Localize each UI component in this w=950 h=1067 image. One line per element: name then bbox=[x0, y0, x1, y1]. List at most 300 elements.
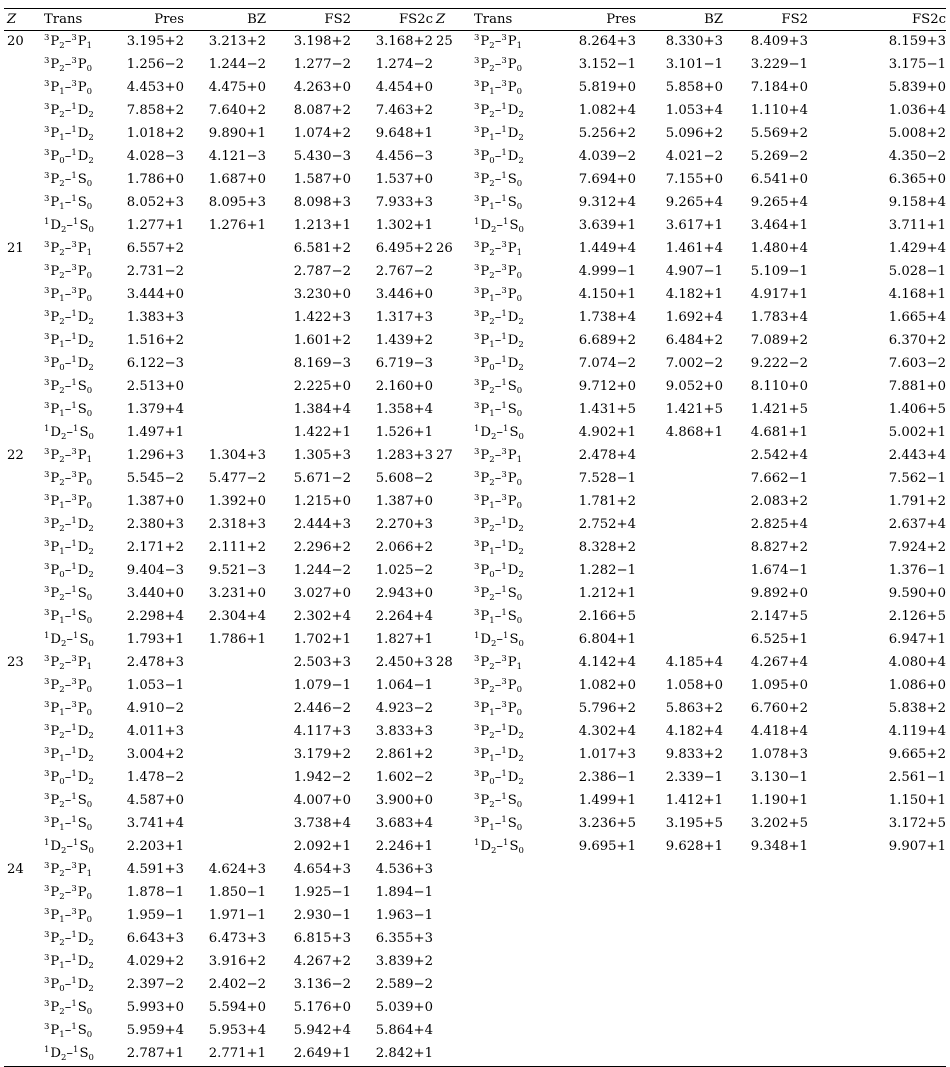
pres-cell-right: 2.478+4 bbox=[578, 448, 636, 463]
fs2-cell-right: 5.569+2 bbox=[750, 126, 808, 141]
bz-cell-right: 4.185+4 bbox=[665, 655, 723, 670]
pres-cell-right: 3.152−1 bbox=[578, 57, 636, 72]
z-cell-left bbox=[4, 790, 44, 813]
table-row bbox=[4, 767, 946, 790]
z-cell-left bbox=[4, 928, 44, 951]
fs2-cell-right bbox=[723, 1020, 808, 1043]
z-cell-right bbox=[433, 468, 474, 491]
trans-cell-right bbox=[474, 859, 542, 882]
trans-cell-right: $^3P_2-^3P_0$ bbox=[474, 470, 523, 488]
trans-cell-right: $^3P_2-^3P_1$ bbox=[474, 447, 523, 465]
z-cell-left bbox=[4, 767, 44, 790]
fs2-cell-left: 1.422+1 bbox=[293, 425, 351, 440]
pres-cell-left: 4.011+3 bbox=[126, 724, 184, 739]
bz-cell-right bbox=[636, 583, 723, 606]
table-row bbox=[4, 1043, 946, 1067]
bz-cell-left: 9.890+1 bbox=[208, 126, 266, 141]
fs2c-cell-left: 4.454+0 bbox=[375, 80, 433, 95]
bz-cell-left bbox=[184, 767, 266, 790]
fs2c-cell-right: 5.839+0 bbox=[888, 80, 946, 95]
fs2c-cell-right: 1.086+0 bbox=[888, 678, 946, 693]
pres-cell-right: 2.386−1 bbox=[578, 770, 636, 785]
trans-cell-left: $^3P_2-^1S_0$ bbox=[44, 999, 93, 1017]
fs2-cell-right: 1.421+5 bbox=[750, 402, 808, 417]
bz-cell-right: 1.058+0 bbox=[665, 678, 723, 693]
fs2-cell-left: 1.213+1 bbox=[293, 218, 351, 233]
fs2c-cell-right: 2.126+5 bbox=[888, 609, 946, 624]
fs2-cell-left: 5.430−3 bbox=[293, 149, 351, 164]
fs2c-cell-right bbox=[808, 882, 946, 905]
fs2c-cell-left: 2.066+2 bbox=[375, 540, 433, 555]
fs2c-cell-left: 3.900+0 bbox=[375, 793, 433, 808]
pres-cell-left: 2.171+2 bbox=[126, 540, 184, 555]
fs2-cell-left: 1.925−1 bbox=[293, 885, 351, 900]
fs2c-cell-left: 7.463+2 bbox=[375, 103, 433, 118]
bz-cell-left bbox=[184, 238, 266, 261]
table-row bbox=[4, 169, 946, 192]
z-cell-right bbox=[433, 951, 474, 974]
fs2-cell-right: 3.202+5 bbox=[750, 816, 808, 831]
fs2c-cell-right: 1.036+4 bbox=[888, 103, 946, 118]
trans-cell-right bbox=[474, 905, 542, 928]
table-row bbox=[4, 721, 946, 744]
z-cell-left bbox=[4, 721, 44, 744]
fs2c-cell-left: 4.456−3 bbox=[375, 149, 433, 164]
fs2c-cell-left: 1.526+1 bbox=[375, 425, 433, 440]
fs2-cell-right: 2.147+5 bbox=[750, 609, 808, 624]
fs2-cell-right: 9.348+1 bbox=[750, 839, 808, 854]
trans-cell-left: $^3P_1-^1D_2$ bbox=[44, 953, 94, 971]
bz-cell-left: 1.687+0 bbox=[208, 172, 266, 187]
z-cell-left bbox=[4, 629, 44, 652]
bz-cell-left: 4.624+3 bbox=[208, 862, 266, 877]
trans-cell-left: $^3P_0-^1D_2$ bbox=[44, 769, 94, 787]
pres-cell-right: 4.142+4 bbox=[578, 655, 636, 670]
pres-cell-right: 8.328+2 bbox=[578, 540, 636, 555]
fs2c-cell-right bbox=[808, 928, 946, 951]
pres-cell-right: 7.074−2 bbox=[578, 356, 636, 371]
pres-cell-left: 5.959+4 bbox=[126, 1023, 184, 1038]
trans-cell-left: $^3P_1-^3P_0$ bbox=[44, 907, 93, 925]
fs2c-cell-left: 7.933+3 bbox=[375, 195, 433, 210]
pres-cell-right bbox=[542, 997, 636, 1020]
fs2-cell-left: 8.169−3 bbox=[293, 356, 351, 371]
z-cell-right bbox=[433, 1020, 474, 1043]
z-cell-right bbox=[433, 261, 474, 284]
z-cell-right bbox=[433, 77, 474, 100]
fs2c-cell-right: 6.365+0 bbox=[888, 172, 946, 187]
z-cell-left bbox=[4, 215, 44, 238]
fs2-cell-left: 8.087+2 bbox=[293, 103, 351, 118]
z-cell-right: 26 bbox=[436, 241, 453, 256]
header-z-left: Z bbox=[7, 12, 17, 27]
pres-cell-left: 1.256−2 bbox=[126, 57, 184, 72]
header-row bbox=[4, 9, 946, 31]
pres-cell-left: 4.910−2 bbox=[126, 701, 184, 716]
trans-cell-left: $^3P_1-^1S_0$ bbox=[44, 815, 93, 833]
trans-cell-right bbox=[474, 928, 542, 951]
pres-cell-left: 1.786+0 bbox=[126, 172, 184, 187]
bz-cell-right bbox=[636, 1043, 723, 1067]
fs2c-cell-right: 7.603−2 bbox=[888, 356, 946, 371]
header-fs2c-right: FS2c bbox=[912, 12, 946, 27]
fs2c-cell-left: 4.923−2 bbox=[375, 701, 433, 716]
fs2c-cell-right: 1.406+5 bbox=[888, 402, 946, 417]
fs2c-cell-left: 1.602−2 bbox=[375, 770, 433, 785]
bz-cell-right: 4.182+1 bbox=[665, 287, 723, 302]
z-cell-left bbox=[4, 123, 44, 146]
trans-cell-right: $^3P_2-^1D_2$ bbox=[474, 309, 524, 327]
pres-cell-left: 2.731−2 bbox=[126, 264, 184, 279]
bz-cell-right: 4.907−1 bbox=[665, 264, 723, 279]
header-fs2-left: FS2 bbox=[324, 12, 351, 27]
table-row bbox=[4, 606, 946, 629]
header-fs2-right: FS2 bbox=[781, 12, 808, 27]
pres-cell-right: 1.082+4 bbox=[578, 103, 636, 118]
bz-cell-right bbox=[636, 1020, 723, 1043]
bz-cell-right: 7.155+0 bbox=[665, 172, 723, 187]
pres-cell-left: 1.296+3 bbox=[126, 448, 184, 463]
trans-cell-left: $^3P_0-^1D_2$ bbox=[44, 355, 94, 373]
fs2c-cell-right: 5.028−1 bbox=[888, 264, 946, 279]
table-row bbox=[4, 31, 946, 55]
table-header bbox=[4, 9, 946, 31]
fs2-cell-right: 2.083+2 bbox=[750, 494, 808, 509]
z-cell-right bbox=[433, 100, 474, 123]
pres-cell-right: 1.499+1 bbox=[578, 793, 636, 808]
z-cell-right bbox=[433, 675, 474, 698]
pres-cell-left: 4.453+0 bbox=[126, 80, 184, 95]
trans-cell-left: $^3P_1-^1S_0$ bbox=[44, 608, 93, 626]
pres-cell-right: 9.712+0 bbox=[578, 379, 636, 394]
z-cell-left bbox=[4, 77, 44, 100]
fs2c-cell-right: 3.175−1 bbox=[888, 57, 946, 72]
fs2c-cell-right: 5.838+2 bbox=[888, 701, 946, 716]
fs2-cell-left: 1.244−2 bbox=[293, 563, 351, 578]
z-cell-left bbox=[4, 307, 44, 330]
trans-cell-left: $^3P_2-^3P_1$ bbox=[44, 861, 93, 879]
fs2-cell-left: 2.930−1 bbox=[293, 908, 351, 923]
fs2-cell-right bbox=[723, 951, 808, 974]
fs2c-cell-right: 9.907+1 bbox=[888, 839, 946, 854]
pres-cell-right: 5.256+2 bbox=[578, 126, 636, 141]
fs2-cell-right: 4.418+4 bbox=[750, 724, 808, 739]
table-row bbox=[4, 77, 946, 100]
bz-cell-right: 4.021−2 bbox=[665, 149, 723, 164]
trans-cell-left: $^3P_2-^1D_2$ bbox=[44, 309, 94, 327]
fs2c-cell-left: 5.039+0 bbox=[375, 1000, 433, 1015]
z-cell-left bbox=[4, 468, 44, 491]
z-cell-left: 24 bbox=[7, 862, 24, 877]
table-row bbox=[4, 54, 946, 77]
transition-rates-table bbox=[4, 8, 946, 1067]
table-row bbox=[4, 422, 946, 445]
z-cell-left bbox=[4, 1020, 44, 1043]
bz-cell-right: 3.101−1 bbox=[665, 57, 723, 72]
fs2c-cell-right: 4.350−2 bbox=[888, 149, 946, 164]
trans-cell-right: $^3P_1-^1D_2$ bbox=[474, 746, 524, 764]
table-row bbox=[4, 514, 946, 537]
bz-cell-right bbox=[636, 859, 723, 882]
z-cell-left bbox=[4, 169, 44, 192]
bz-cell-left: 5.477−2 bbox=[208, 471, 266, 486]
fs2-cell-right: 3.464+1 bbox=[750, 218, 808, 233]
table-row bbox=[4, 100, 946, 123]
pres-cell-left: 4.028−3 bbox=[126, 149, 184, 164]
table-row bbox=[4, 652, 946, 675]
bz-cell-left: 7.640+2 bbox=[208, 103, 266, 118]
fs2c-cell-left: 1.963−1 bbox=[375, 908, 433, 923]
z-cell-right: 27 bbox=[436, 448, 453, 463]
bz-cell-left bbox=[184, 399, 266, 422]
z-cell-left bbox=[4, 54, 44, 77]
bz-cell-right bbox=[636, 468, 723, 491]
trans-cell-right bbox=[474, 997, 542, 1020]
z-cell-left bbox=[4, 261, 44, 284]
fs2-cell-right: 1.190+1 bbox=[750, 793, 808, 808]
pres-cell-right bbox=[542, 859, 636, 882]
trans-cell-left: $^3P_0-^1D_2$ bbox=[44, 976, 94, 994]
fs2-cell-right: 6.760+2 bbox=[750, 701, 808, 716]
fs2c-cell-left: 5.864+4 bbox=[375, 1023, 433, 1038]
fs2c-cell-left: 1.317+3 bbox=[375, 310, 433, 325]
fs2c-cell-left: 2.270+3 bbox=[375, 517, 433, 532]
bz-cell-right: 1.053+4 bbox=[665, 103, 723, 118]
pres-cell-left: 6.557+2 bbox=[126, 241, 184, 256]
z-cell-left bbox=[4, 514, 44, 537]
fs2c-cell-right: 8.159+3 bbox=[888, 34, 946, 49]
table-row bbox=[4, 629, 946, 652]
table-row bbox=[4, 836, 946, 859]
table-row bbox=[4, 399, 946, 422]
bz-cell-right bbox=[636, 629, 723, 652]
z-cell-right bbox=[433, 882, 474, 905]
fs2-cell-left: 3.027+0 bbox=[293, 586, 351, 601]
z-cell-right bbox=[433, 790, 474, 813]
fs2c-cell-left: 2.450+3 bbox=[375, 655, 433, 670]
trans-cell-left: $^3P_2-^3P_0$ bbox=[44, 884, 93, 902]
fs2c-cell-left: 2.246+1 bbox=[375, 839, 433, 854]
fs2c-cell-right: 1.665+4 bbox=[888, 310, 946, 325]
fs2-cell-left: 2.092+1 bbox=[293, 839, 351, 854]
pres-cell-left: 1.053−1 bbox=[126, 678, 184, 693]
table-body bbox=[4, 31, 946, 1067]
fs2-cell-right bbox=[723, 859, 808, 882]
bz-cell-right: 4.868+1 bbox=[665, 425, 723, 440]
pres-cell-right: 4.150+1 bbox=[578, 287, 636, 302]
bz-cell-left bbox=[184, 790, 266, 813]
header-pres-right: Pres bbox=[606, 12, 636, 27]
trans-cell-right: $^3P_1-^1D_2$ bbox=[474, 539, 524, 557]
fs2c-cell-right: 7.881+0 bbox=[888, 379, 946, 394]
trans-cell-left: $^3P_2-^1D_2$ bbox=[44, 516, 94, 534]
table-row bbox=[4, 928, 946, 951]
trans-cell-left: $^3P_2-^1S_0$ bbox=[44, 171, 93, 189]
z-cell-left bbox=[4, 422, 44, 445]
z-cell-right bbox=[433, 169, 474, 192]
trans-cell-left: $^3P_1-^3P_0$ bbox=[44, 700, 93, 718]
bz-cell-left: 6.473+3 bbox=[208, 931, 266, 946]
fs2c-cell-left: 1.274−2 bbox=[375, 57, 433, 72]
table-row bbox=[4, 123, 946, 146]
fs2-cell-left: 3.179+2 bbox=[293, 747, 351, 762]
trans-cell-left: $^3P_2-^1D_2$ bbox=[44, 723, 94, 741]
z-cell-left bbox=[4, 491, 44, 514]
pres-cell-right bbox=[542, 1043, 636, 1067]
bz-cell-left bbox=[184, 261, 266, 284]
fs2c-cell-left: 9.648+1 bbox=[375, 126, 433, 141]
bz-cell-left: 9.521−3 bbox=[208, 563, 266, 578]
pres-cell-left: 4.029+2 bbox=[126, 954, 184, 969]
z-cell-right bbox=[433, 583, 474, 606]
bz-cell-left: 4.121−3 bbox=[208, 149, 266, 164]
trans-cell-right: $^3P_1-^1S_0$ bbox=[474, 608, 523, 626]
table-row bbox=[4, 859, 946, 882]
z-cell-left bbox=[4, 100, 44, 123]
fs2-cell-left: 4.117+3 bbox=[293, 724, 351, 739]
pres-cell-right: 6.689+2 bbox=[578, 333, 636, 348]
trans-cell-right: $^3P_1-^3P_0$ bbox=[474, 286, 523, 304]
fs2c-cell-left: 5.608−2 bbox=[375, 471, 433, 486]
pres-cell-left: 5.993+0 bbox=[126, 1000, 184, 1015]
fs2-cell-right: 1.078+3 bbox=[750, 747, 808, 762]
z-cell-left bbox=[4, 146, 44, 169]
trans-cell-right: $^3P_2-^3P_1$ bbox=[474, 654, 523, 672]
pres-cell-left: 1.516+2 bbox=[126, 333, 184, 348]
fs2c-cell-left: 3.683+4 bbox=[375, 816, 433, 831]
z-cell-right bbox=[433, 284, 474, 307]
fs2-cell-right: 1.095+0 bbox=[750, 678, 808, 693]
trans-cell-right: $^3P_0-^1D_2$ bbox=[474, 769, 524, 787]
table-row bbox=[4, 261, 946, 284]
table-row bbox=[4, 744, 946, 767]
z-cell-left bbox=[4, 813, 44, 836]
fs2c-cell-right: 2.637+4 bbox=[888, 517, 946, 532]
bz-cell-left bbox=[184, 698, 266, 721]
table-row bbox=[4, 698, 946, 721]
fs2-cell-left: 3.136−2 bbox=[293, 977, 351, 992]
pres-cell-right: 1.282−1 bbox=[578, 563, 636, 578]
data-table-page bbox=[4, 8, 946, 1067]
bz-cell-left: 5.594+0 bbox=[208, 1000, 266, 1015]
fs2-cell-right: 7.089+2 bbox=[750, 333, 808, 348]
fs2-cell-right bbox=[723, 997, 808, 1020]
table-row bbox=[4, 238, 946, 261]
fs2c-cell-right bbox=[808, 997, 946, 1020]
pres-cell-right: 5.819+0 bbox=[578, 80, 636, 95]
pres-cell-left: 1.387+0 bbox=[126, 494, 184, 509]
fs2c-cell-right bbox=[808, 859, 946, 882]
z-cell-right: 25 bbox=[436, 34, 453, 49]
table-row bbox=[4, 215, 946, 238]
bz-cell-right: 5.858+0 bbox=[665, 80, 723, 95]
fs2-cell-left: 8.098+3 bbox=[293, 195, 351, 210]
fs2-cell-left: 1.942−2 bbox=[293, 770, 351, 785]
trans-cell-right: $^3P_2-^3P_0$ bbox=[474, 56, 523, 74]
bz-cell-left: 1.244−2 bbox=[208, 57, 266, 72]
pres-cell-right bbox=[542, 951, 636, 974]
trans-cell-left: $^3P_2-^3P_1$ bbox=[44, 33, 93, 51]
pres-cell-right: 9.695+1 bbox=[578, 839, 636, 854]
pres-cell-right: 1.781+2 bbox=[578, 494, 636, 509]
trans-cell-right: $^3P_1-^3P_0$ bbox=[474, 700, 523, 718]
table-row bbox=[4, 537, 946, 560]
fs2-cell-right: 2.825+4 bbox=[750, 517, 808, 532]
table-row bbox=[4, 192, 946, 215]
fs2c-cell-right: 9.158+4 bbox=[888, 195, 946, 210]
table-row bbox=[4, 1020, 946, 1043]
fs2-cell-left: 6.815+3 bbox=[293, 931, 351, 946]
bz-cell-right bbox=[636, 445, 723, 468]
pres-cell-left: 3.741+4 bbox=[126, 816, 184, 831]
bz-cell-left bbox=[184, 652, 266, 675]
pres-cell-right: 5.796+2 bbox=[578, 701, 636, 716]
fs2-cell-right: 7.184+0 bbox=[750, 80, 808, 95]
bz-cell-right: 4.182+4 bbox=[665, 724, 723, 739]
pres-cell-left: 2.397−2 bbox=[126, 977, 184, 992]
pres-cell-right: 1.212+1 bbox=[578, 586, 636, 601]
fs2c-cell-right bbox=[808, 905, 946, 928]
pres-cell-right bbox=[542, 928, 636, 951]
fs2c-cell-left: 3.839+2 bbox=[375, 954, 433, 969]
fs2c-cell-left: 3.833+3 bbox=[375, 724, 433, 739]
bz-cell-right: 1.421+5 bbox=[665, 402, 723, 417]
table-row bbox=[4, 330, 946, 353]
pres-cell-right: 3.236+5 bbox=[578, 816, 636, 831]
fs2-cell-right: 8.827+2 bbox=[750, 540, 808, 555]
fs2-cell-left: 1.702+1 bbox=[293, 632, 351, 647]
fs2-cell-left: 2.296+2 bbox=[293, 540, 351, 555]
z-cell-right bbox=[433, 491, 474, 514]
bz-cell-left bbox=[184, 353, 266, 376]
table-row bbox=[4, 491, 946, 514]
bz-cell-right bbox=[636, 491, 723, 514]
trans-cell-right: $^1D_2-^1S_0$ bbox=[474, 424, 524, 442]
trans-cell-left: $^1D_2-^1S_0$ bbox=[44, 631, 94, 649]
trans-cell-right bbox=[474, 882, 542, 905]
pres-cell-left: 1.478−2 bbox=[126, 770, 184, 785]
bz-cell-left: 3.916+2 bbox=[208, 954, 266, 969]
fs2c-cell-left: 3.446+0 bbox=[375, 287, 433, 302]
fs2c-cell-right: 7.562−1 bbox=[888, 471, 946, 486]
z-cell-right bbox=[433, 353, 474, 376]
pres-cell-right: 4.302+4 bbox=[578, 724, 636, 739]
trans-cell-left: $^3P_1-^1D_2$ bbox=[44, 332, 94, 350]
fs2-cell-left: 1.601+2 bbox=[293, 333, 351, 348]
z-cell-left bbox=[4, 675, 44, 698]
pres-cell-right: 4.902+1 bbox=[578, 425, 636, 440]
pres-cell-left: 1.959−1 bbox=[126, 908, 184, 923]
table-row bbox=[4, 445, 946, 468]
trans-cell-right: $^3P_2-^1S_0$ bbox=[474, 792, 523, 810]
z-cell-right bbox=[433, 215, 474, 238]
bz-cell-right: 1.692+4 bbox=[665, 310, 723, 325]
z-cell-left bbox=[4, 537, 44, 560]
fs2c-cell-right: 9.590+0 bbox=[888, 586, 946, 601]
fs2c-cell-right bbox=[808, 1020, 946, 1043]
trans-cell-left: $^3P_1-^1D_2$ bbox=[44, 125, 94, 143]
trans-cell-left: $^3P_2-^3P_0$ bbox=[44, 56, 93, 74]
trans-cell-right: $^3P_1-^1S_0$ bbox=[474, 401, 523, 419]
trans-cell-right: $^3P_1-^3P_0$ bbox=[474, 493, 523, 511]
fs2-cell-right bbox=[723, 882, 808, 905]
fs2-cell-right: 1.674−1 bbox=[750, 563, 808, 578]
trans-cell-right: $^3P_2-^3P_1$ bbox=[474, 240, 523, 258]
table-row bbox=[4, 905, 946, 928]
pres-cell-right: 7.528−1 bbox=[578, 471, 636, 486]
trans-cell-right: $^1D_2-^1S_0$ bbox=[474, 217, 524, 235]
trans-cell-right: $^3P_1-^1S_0$ bbox=[474, 815, 523, 833]
